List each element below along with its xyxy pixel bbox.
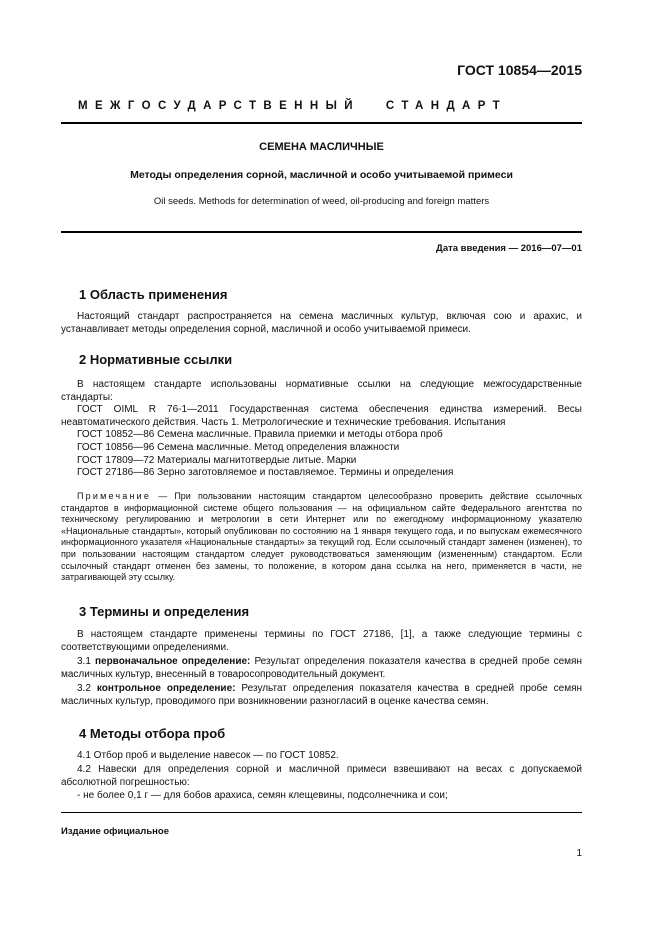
definition-3-1 (61, 656, 582, 681)
definition-term: контрольное определение: (96, 683, 236, 694)
introduction-date: Дата введения — 2016—07—01 (436, 243, 582, 254)
top-rule (61, 122, 582, 124)
definition-number: 3.2 (77, 683, 97, 694)
interstate-word: МЕЖГОСУДАРСТВЕННЫЙ (78, 100, 360, 112)
section-4-item-1: 4.1 Отбор проб и выделение навесок — по ГОСТ 10852. (77, 750, 339, 761)
doc-subtitle: Методы определения сорной, масличной и особо учитываемой примеси (130, 169, 513, 181)
reference-oiml: ГОСТ OIML R 76-1—2011 Государственная система обеспечения единства измерений. Весы неавтоматического действия. Часть 1. Метрологические и технические требования. Испытания (61, 404, 582, 428)
section-2-heading: 2 Нормативные ссылки (79, 352, 233, 367)
note-label: Примечание (77, 491, 152, 501)
standard-word: СТАНДАРТ (385, 100, 508, 112)
footer-rule (61, 812, 582, 813)
section-3-intro: В настоящем стандарте применены термины по ГОСТ 27186, [1], а также следующие термины с соответствующими определениями. (61, 629, 582, 653)
section-1-heading: 1 Область применения (79, 287, 228, 302)
section-4-item-3: - не более 0,1 г — для бобов арахиса, семян клещевины, подсолнечника и сои; (77, 790, 448, 801)
definition-term: первоначальное определение: (94, 656, 251, 667)
references-note (61, 491, 582, 584)
definition-number: 3.1 (77, 656, 95, 667)
title-bottom-rule (61, 231, 582, 233)
interstate-standard-banner (78, 100, 585, 112)
section-4-heading: 4 Методы отбора проб (79, 726, 226, 741)
definition-text: Результат определения показателя качества в средней пробе семян масличных культур, проводимого при возникновении разногласий в оценке качества семян. (61, 683, 583, 707)
reference-item: ГОСТ 17809—72 Материалы магнитотвердые литые. Марки (77, 455, 357, 466)
doc-english-title: Oil seeds. Methods for determination of weed, oil-producing and foreign matters (153, 196, 490, 207)
definition-3-2 (61, 683, 582, 708)
page-number: 1 (576, 848, 582, 859)
standard-number: ГОСТ 10854—2015 (457, 62, 582, 78)
doc-title: СЕМЕНА МАСЛИЧНЫЕ (259, 141, 384, 153)
reference-item: ГОСТ 27186—86 Зерно заготовляемое и поставляемое. Термины и определения (77, 467, 454, 478)
section-4-item-2: 4.2 Навески для определения сорной и масличной примеси взвешивают на весах с допускаемой абсолютной погрешностью: (61, 764, 582, 788)
reference-item: ГОСТ 10852—86 Семена масличные. Правила приемки и методы отбора проб (77, 429, 443, 440)
section-2-intro: В настоящем стандарте использованы нормативные ссылки на следующие межгосударственные стандарты: (61, 379, 582, 403)
official-edition-label: Издание официальное (61, 826, 169, 837)
reference-item: ГОСТ 10856—96 Семена масличные. Метод определения влажности (77, 442, 400, 453)
section-3-heading: 3 Термины и определения (79, 604, 250, 619)
definition-text: Результат определения показателя качества в средней пробе семян масличных культур, внесенный в товаросопроводительный документ. (61, 656, 582, 680)
note-text: — При пользовании настоящим стандартом целесообразно проверить действие ссылочных стандартов в информационной системе общего пользования — на официальном сайте Федерального агентства по техническому регулированию и метрологии в сети Интернет или по ежегодному информационному указателю «Национальные стандарты», который опубликован по состоянию на 1 января текущего года, и по выпускам ежемесячного информационного указателя «Национальные стандарты» за текущий год. Если ссылочный стандарт заменен (изменен), то при пользовании настоящим стандартом следует руководствоваться заменяющим (измененным) стандартом. Если ссылочный стандарт отменен без замены, то положение, в котором дана ссылка на него, применяется в части, не затрагивающей эту ссылку. (61, 491, 582, 583)
section-1-text: Настоящий стандарт распространяется на семена масличных культур, включая сою и арахис, и устанавливает методы определения сорной, масличной и особо учитываемой примеси. (61, 311, 582, 335)
